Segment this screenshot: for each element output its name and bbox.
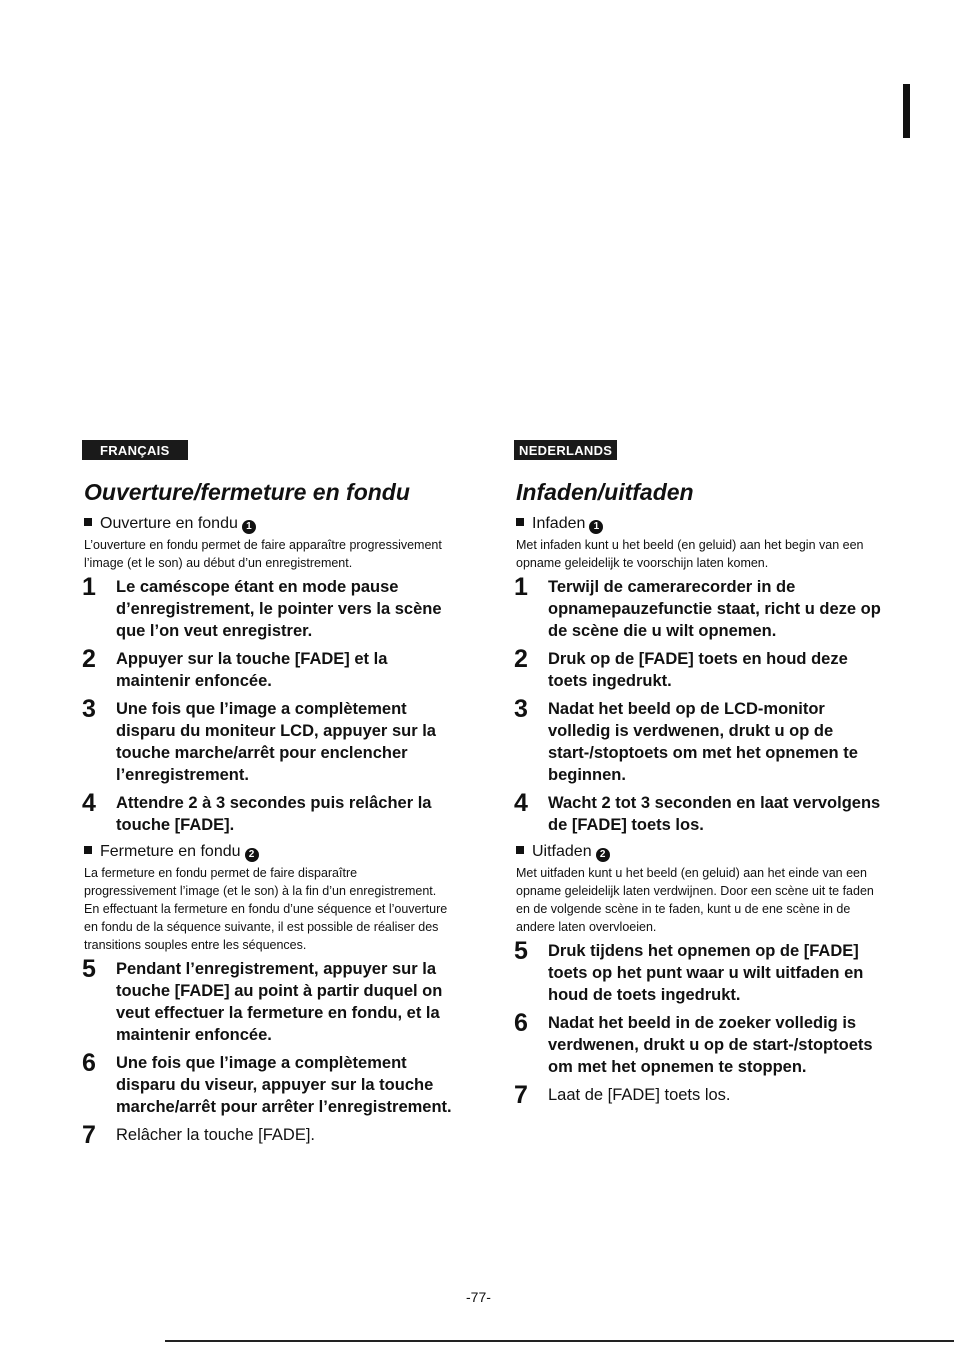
dutch-fadein-description: Met infaden kunt u het beeld (en geluid) aan het begin van een opname geleidelijk te voorschijn laten komen. xyxy=(516,538,864,570)
french-fadeout-description: La fermeture en fondu permet de faire disparaître progressivement l’image (et le son) à la fin d’un enregistrement. En effectuant la fermeture en fondu d’une séquence et l’ouverture en fondu de la séquence suivante, il est possible de réaliser des transitions souples entre les séquences. xyxy=(84,866,448,952)
step-item xyxy=(82,1049,452,1118)
step-text: Terwijl de camerarecorder in de opnamepauzefunctie staat, richt u deze op de scène die u wilt opnemen. xyxy=(548,578,881,640)
step-text: Une fois que l’image a complètement disparu du moniteur LCD, appuyer sur la touche marche/arrêt pour enclencher l’enregistrement. xyxy=(116,700,436,784)
dutch-fadeout-description: Met uitfaden kunt u het beeld (en geluid) aan het einde van een opname geleidelijk laten verdwijnen. Door een scène uit te faden en de volgende scène in te faden, kunt u de ene scène in de andere laten overvloeien. xyxy=(516,866,874,934)
step-item xyxy=(514,1081,884,1109)
step-text: Druk tijdens het opnemen op de [FADE] toets op het punt waar u wilt uitfaden en houd de toets ingedrukt. xyxy=(548,942,864,1004)
dutch-column xyxy=(514,440,884,1112)
circled-number-icon: 2 xyxy=(596,848,610,862)
step-item xyxy=(82,645,452,692)
step-item xyxy=(514,937,884,1006)
step-number: 7 xyxy=(514,1081,528,1109)
step-item xyxy=(514,573,884,642)
step-text: Une fois que l’image a complètement disparu du viseur, appuyer sur la touche marche/arrêt pour arrêter l’enregistrement. xyxy=(116,1054,452,1116)
section-marker xyxy=(903,84,910,138)
french-fadein-description: L’ouverture en fondu permet de faire apparaître progressivement l’image (et le son) au début d’un enregistrement. xyxy=(84,538,442,570)
step-number: 6 xyxy=(514,1009,528,1037)
step-number: 3 xyxy=(514,695,528,723)
step-item xyxy=(514,645,884,692)
step-number: 3 xyxy=(82,695,96,723)
dutch-fadeout-heading-text: Uitfaden xyxy=(532,843,592,860)
step-text: Le caméscope étant en mode pause d’enregistrement, le pointer vers la scène que l’on veut enregistrer. xyxy=(116,578,442,640)
dutch-title: Infaden/uitfaden xyxy=(516,479,694,505)
step-number: 2 xyxy=(514,645,528,673)
square-bullet-icon xyxy=(516,846,524,854)
circled-number-icon: 2 xyxy=(245,848,259,862)
step-number: 6 xyxy=(82,1049,96,1077)
step-text: Wacht 2 tot 3 seconden en laat vervolgens de [FADE] toets los. xyxy=(548,794,881,834)
step-number: 4 xyxy=(514,789,528,817)
page-number: -77- xyxy=(466,1289,491,1305)
french-fadeout-heading-text: Fermeture en fondu xyxy=(100,843,241,860)
step-number: 1 xyxy=(514,573,528,601)
bottom-rule xyxy=(165,1340,954,1342)
step-item xyxy=(82,695,452,786)
step-item xyxy=(82,789,452,836)
step-text: Druk op de [FADE] toets en houd deze toets ingedrukt. xyxy=(548,650,848,690)
french-fadein-heading xyxy=(84,514,452,534)
step-number: 7 xyxy=(82,1121,96,1149)
square-bullet-icon xyxy=(84,518,92,526)
square-bullet-icon xyxy=(516,518,524,526)
language-badge-french: FRANÇAIS xyxy=(82,440,188,460)
step-number: 1 xyxy=(82,573,96,601)
step-number: 5 xyxy=(82,955,96,983)
circled-number-icon: 1 xyxy=(242,520,256,534)
dutch-fadein-heading xyxy=(516,514,884,534)
step-number: 4 xyxy=(82,789,96,817)
step-text: Nadat het beeld op de LCD-monitor volledig is verdwenen, drukt u op de start-/stoptoets om met het opnemen te beginnen. xyxy=(548,700,858,784)
step-item xyxy=(82,573,452,642)
dutch-fadein-heading-text: Infaden xyxy=(532,515,586,532)
step-text: Attendre 2 à 3 secondes puis relâcher la touche [FADE]. xyxy=(116,794,432,834)
square-bullet-icon xyxy=(84,846,92,854)
dutch-fadeout-heading xyxy=(516,842,884,862)
french-fadein-heading-text: Ouverture en fondu xyxy=(100,515,238,532)
circled-number-icon: 1 xyxy=(589,520,603,534)
step-text: Laat de [FADE] toets los. xyxy=(548,1086,731,1104)
step-text: Pendant l’enregistrement, appuyer sur la touche [FADE] au point à partir duquel on veut effectuer la fermeture en fondu, et la maintenir enfoncée. xyxy=(116,960,443,1044)
step-item xyxy=(514,789,884,836)
language-badge-dutch: NEDERLANDS xyxy=(514,440,617,460)
french-column xyxy=(82,440,452,1152)
french-title: Ouverture/fermeture en fondu xyxy=(84,479,410,505)
step-number: 5 xyxy=(514,937,528,965)
step-item xyxy=(82,955,452,1046)
step-number: 2 xyxy=(82,645,96,673)
french-fadeout-heading xyxy=(84,842,452,862)
step-item xyxy=(82,1121,452,1149)
step-text: Nadat het beeld in de zoeker volledig is verdwenen, drukt u op de start-/stoptoets om met het opnemen te stoppen. xyxy=(548,1014,873,1076)
step-item xyxy=(514,695,884,786)
step-text: Relâcher la touche [FADE]. xyxy=(116,1126,316,1144)
step-item xyxy=(514,1009,884,1078)
step-text: Appuyer sur la touche [FADE] et la maintenir enfoncée. xyxy=(116,650,388,690)
